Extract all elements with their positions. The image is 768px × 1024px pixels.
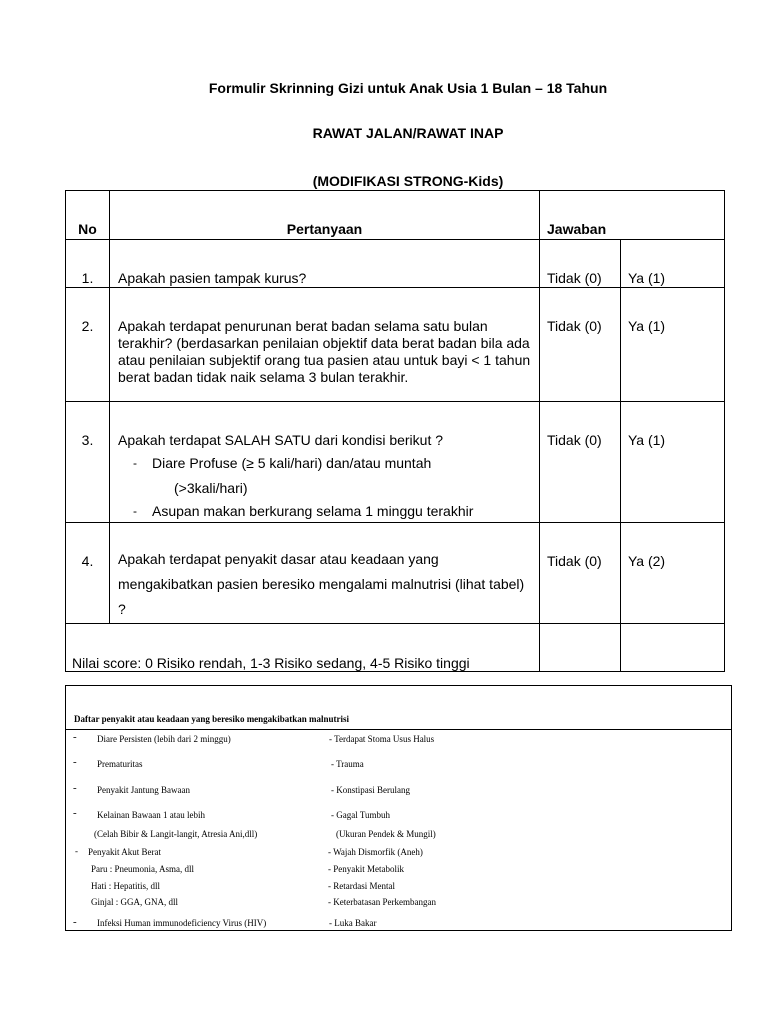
left-list-item: Penyakit Jantung Bawaan	[97, 785, 190, 795]
answer-no-option[interactable]: Tidak (0)	[540, 288, 621, 402]
left-list-item: Infeksi Human immunodeficiency Virus (HIV)	[97, 918, 267, 928]
table-row	[66, 402, 725, 523]
left-list-subitem: Ginjal : GGA, GNA, dll	[91, 897, 178, 907]
form-subtitle-modification: (MODIFIKASI STRONG-Kids)	[312, 173, 504, 189]
header-question: Pertanyaan	[110, 191, 540, 240]
left-list-item: Kelainan Bawaan 1 atau lebih	[97, 810, 205, 820]
bullet-text: Asupan makan berkurang selama 1 minggu terakhir	[152, 503, 474, 519]
list-divider	[66, 729, 731, 730]
answer-yes-option[interactable]: Ya (1)	[621, 402, 725, 523]
right-list-item: - Luka Bakar	[329, 918, 377, 928]
answer-no-option[interactable]: Tidak (0)	[540, 523, 621, 624]
screening-table	[65, 190, 725, 672]
right-list-item: - Wajah Dismorfik (Aneh)	[328, 847, 423, 857]
table-row	[66, 523, 725, 624]
score-cell-1	[540, 624, 621, 672]
score-legend: Nilai score: 0 Risiko rendah, 1-3 Risiko sedang, 4-5 Risiko tinggi	[66, 624, 540, 672]
list-bullet: -	[73, 916, 77, 928]
list-bullet: -	[75, 846, 78, 856]
list-bullet: -	[73, 807, 77, 819]
right-list-item: - Terdapat Stoma Usus Halus	[329, 734, 435, 744]
bullet-dash: -	[133, 456, 137, 470]
answer-no-option[interactable]: Tidak (0)	[540, 402, 621, 523]
right-list-item: - Penyakit Metabolik	[328, 864, 404, 874]
list-heading: Daftar penyakit atau keadaan yang beresiko mengakibatkan malnutrisi	[74, 714, 349, 724]
bullet-text: Diare Profuse (≥ 5 kali/hari) dan/atau muntah	[152, 455, 432, 471]
list-bullet: -	[73, 731, 77, 743]
score-row	[66, 624, 725, 672]
bullet-item	[118, 503, 531, 520]
list-bullet: -	[73, 782, 77, 794]
answer-no-option[interactable]: Tidak (0)	[540, 240, 621, 288]
right-list-item: - Retardasi Mental	[328, 881, 395, 891]
row-number: 4.	[66, 523, 110, 624]
right-list-item: - Keterbatasan Perkembangan	[328, 897, 436, 907]
header-no: No	[66, 191, 110, 240]
form-subtitle: RAWAT JALAN/RAWAT INAP	[312, 125, 504, 141]
bullet-dash: -	[133, 504, 137, 518]
right-list-item: - Trauma	[331, 759, 364, 769]
bullet-item	[118, 455, 531, 472]
question-text: Apakah terdapat penyakit dasar atau keadaan yang mengakibatkan pasien beresiko mengalami malnutrisi (lihat tabel) ?	[110, 523, 540, 624]
left-list-item: Penyakit Akut Berat	[88, 847, 161, 857]
right-list-subitem: (Ukuran Pendek & Mungil)	[336, 829, 436, 839]
question-text: Apakah terdapat SALAH SATU dari kondisi berikut ?	[118, 432, 444, 448]
table-header-row	[66, 191, 725, 240]
table-row	[66, 288, 725, 402]
left-list-subitem: Paru : Pneumonia, Asma, dll	[91, 864, 194, 874]
left-list-subitem: (Celah Bibir & Langit-langit, Atresia Ani,dll)	[94, 829, 258, 839]
row-number: 3.	[66, 402, 110, 523]
right-list-item: - Konstipasi Berulang	[331, 785, 410, 795]
answer-yes-option[interactable]: Ya (1)	[621, 288, 725, 402]
table-row	[66, 240, 725, 288]
question-cell	[110, 402, 540, 523]
header-answer: Jawaban	[540, 191, 725, 240]
left-list-subitem: Hati : Hepatitis, dll	[91, 881, 160, 891]
left-list-item: Prematuritas	[97, 759, 143, 769]
row-number: 2.	[66, 288, 110, 402]
answer-yes-option[interactable]: Ya (1)	[621, 240, 725, 288]
question-text: Apakah terdapat penurunan berat badan selama satu bulan terakhir? (berdasarkan penilaian objektif data berat badan bila ada atau penilaian subjektif orang tua pasien atau untuk bayi < 1 tahun berat badan tidak naik selama 3 bulan terakhir.	[110, 288, 540, 402]
list-bullet: -	[73, 756, 77, 768]
bullet-continuation: (>3kali/hari)	[174, 480, 248, 496]
left-list-item: Diare Persisten (lebih dari 2 minggu)	[97, 734, 231, 744]
row-number: 1.	[66, 240, 110, 288]
right-list-item: - Gagal Tumbuh	[331, 810, 391, 820]
answer-yes-option[interactable]: Ya (2)	[621, 523, 725, 624]
form-title: Formulir Skrinning Gizi untuk Anak Usia 1 Bulan – 18 Tahun	[208, 80, 608, 96]
malnutrition-risk-list	[65, 685, 732, 931]
question-text: Apakah pasien tampak kurus?	[110, 240, 540, 288]
score-cell-2	[621, 624, 725, 672]
